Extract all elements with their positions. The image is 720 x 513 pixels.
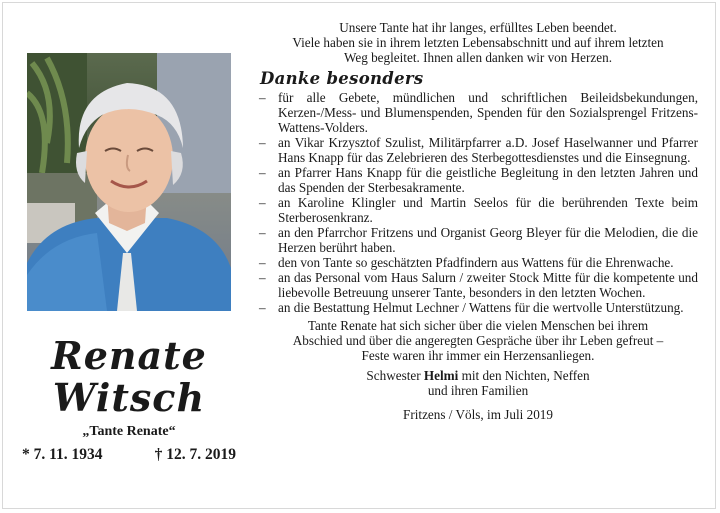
signature-prefix: Schwester xyxy=(366,368,424,383)
thanks-item: – an die Bestattung Helmut Lechner / Wattens für die wertvolle Unterstützung. xyxy=(258,300,698,315)
death-date: † 12. 7. 2019 xyxy=(154,446,236,463)
closing-line: Tante Renate hat sich sicher über die vielen Menschen bei ihrem xyxy=(307,318,649,333)
deceased-last-name: Witsch xyxy=(52,375,206,420)
deceased-nickname: „Tante Renate“ xyxy=(82,424,176,439)
signature xyxy=(258,368,698,398)
intro-line: Unsere Tante hat ihr langes, erfülltes Leben beendet. xyxy=(339,20,617,35)
thanks-item: – den von Tante so geschätzten Pfadfindern aus Wattens für die Ehrenwache. xyxy=(258,255,698,270)
thanks-list xyxy=(258,90,698,315)
portrait-illustration xyxy=(27,53,231,311)
thanks-item: – an Pfarrer Hans Knapp für die geistliche Begleitung in den letzten Jahren und das Spenden der Sterbesakramente. xyxy=(258,165,698,195)
signature-line-1 xyxy=(258,368,698,383)
intro-line: Viele haben sie in ihrem letzten Lebensabschnitt und auf ihrem letzten xyxy=(292,35,664,50)
thanks-item: – an Vikar Krzysztof Szulist, Militärpfarrer a.D. Josef Haselwanner und Pfarrer Hans Knapp für das Zelebrieren des Sterbegottesdienstes und die Einsegnung. xyxy=(258,135,698,165)
portrait-photo xyxy=(27,53,231,311)
thanks-text-column xyxy=(258,20,698,422)
signature-name: Helmi xyxy=(423,368,459,383)
thanks-item: – an den Pfarrchor Fritzens und Organist Georg Bleyer für die Melodien, die die Herzen berührt haben. xyxy=(258,225,698,255)
life-dates xyxy=(22,446,236,464)
thanks-item: – an das Personal vom Haus Salurn / zweiter Stock Mitte für die kompetente und liebevolle Betreuung unserer Tante, besonders in den letzten Wochen. xyxy=(258,270,698,300)
signature-line-2: und ihren Familien xyxy=(427,383,529,398)
closing-line: Abschied und über die angeregten Gespräche über ihr Leben gefreut – xyxy=(292,333,664,348)
birth-date: * 7. 11. 1934 xyxy=(22,446,103,463)
thanks-item: – für alle Gebete, mündlichen und schriftlichen Beileidsbekundungen, Kerzen-/Mess- und Blumenspenden, Spenden für den Sozialsprengel Fritzens-Wattens-Volders. xyxy=(258,90,698,135)
place-and-date: Fritzens / Völs, im Juli 2019 xyxy=(403,407,553,422)
thanks-item: – an Karoline Klingler und Martin Seelos für die berührenden Texte beim Sterberosenkranz. xyxy=(258,195,698,225)
intro-line: Weg begleitet. Ihnen allen danken wir von Herzen. xyxy=(343,50,613,65)
thanks-heading: Danke besonders xyxy=(260,69,424,88)
deceased-first-name: Renate xyxy=(51,333,207,378)
closing-paragraph xyxy=(258,318,698,363)
signature-suffix: mit den Nichten, Neffen xyxy=(458,368,590,383)
closing-line: Feste waren ihr immer ein Herzensanliegen. xyxy=(361,348,595,363)
intro-paragraph xyxy=(258,20,698,65)
